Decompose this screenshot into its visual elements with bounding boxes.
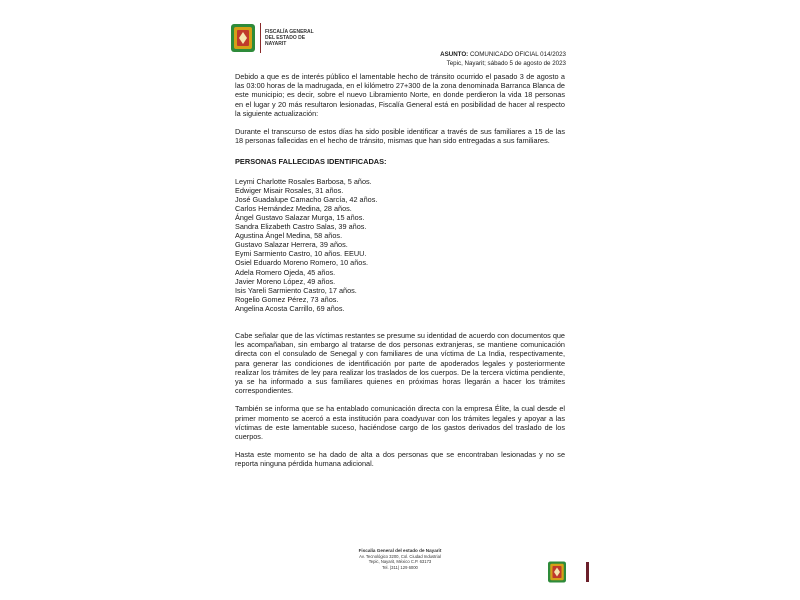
list-item: José Guadalupe Camacho García, 42 años. <box>235 194 378 204</box>
fiscalia-logo-icon <box>230 22 256 54</box>
asunto-value: COMUNICADO OFICIAL 014/2023 <box>469 51 566 58</box>
paragraph-pending-victims: Cabe señalar que de las víctimas restantes se presume su identidad de acuerdo con documentos que les acompañaban, sin embargo al tratarse de dos personas extranjeras, se mantiene comunicación directa con el consulado de Senegal y con familiares de una víctima de La India, respectivamente, para generar las condiciones de identificación por parte de apoderados legales y posteriormente realizar los trámites de ley para realizar los traslados de los cuerpos. De la tercera víctima pendiente, ya se ha informado a sus familiares quienes en próximas horas llegarán a hacer los trámites correspondientes. <box>235 331 565 396</box>
list-item: Sandra Elizabeth Castro Salas, 39 años. <box>235 222 367 232</box>
list-item: Leymi Charlotte Rosales Barbosa, 5 años. <box>235 176 372 186</box>
list-item: Carlos Hernández Medina, 28 años. <box>235 203 352 213</box>
list-item: Rogelio Gomez Pérez, 73 años. <box>235 294 339 304</box>
list-item: Eymi Sarmiento Castro, 10 años. EEUU. <box>235 249 367 259</box>
list-item: Osiel Eduardo Moreno Romero, 10 años. <box>235 258 369 268</box>
victims-list <box>235 177 565 313</box>
footer-accent-bar <box>586 562 589 582</box>
document-header <box>230 22 325 54</box>
agency-line-2: DEL ESTADO DE <box>265 35 306 41</box>
paragraph-injured: Hasta este momento se ha dado de alta a dos personas que se encontraban lesionadas y no se reporta ninguna pérdida humana adicional. <box>235 450 565 469</box>
asunto-label: ASUNTO: <box>440 51 469 58</box>
list-item: Angelina Acosta Carrillo, 69 años. <box>235 303 345 313</box>
document-meta <box>440 50 566 68</box>
list-item: Gustavo Salazar Herrera, 39 años. <box>235 240 348 250</box>
footer-address-1: Av. Tecnológico 3200, Col. Ciudad Industrial <box>359 553 441 559</box>
list-item: Adela Romero Ojeda, 45 años. <box>235 267 336 277</box>
paragraph-identification: Durante el transcurso de estos días ha sido posible identificar a través de sus familiares a 15 de las 18 personas fallecidas en el hecho de tránsito, mismas que han sido entregadas a sus familiares. <box>235 127 565 146</box>
list-item: Javier Moreno López, 49 años. <box>235 276 336 286</box>
header-divider <box>260 23 261 53</box>
section-heading: PERSONAS FALLECIDAS IDENTIFICADAS: <box>235 157 387 167</box>
list-item: Edwiger Misair Rosales, 31 años. <box>235 185 344 195</box>
list-item: Agustina Ángel Medina, 58 años. <box>235 231 343 241</box>
list-item: Ángel Gustavo Salazar Murga, 15 años. <box>235 213 365 222</box>
paragraph-intro: Debido a que es de interés público el lamentable hecho de tránsito ocurrido el pasado 3 de agosto a las 03:00 horas de la madrugada, en el kilómetro 27+300 de la zona denominada Barranca Blanca de este municipio; es decir, sobre el nuevo Libramiento Norte, en donde perdieron la vida 18 personas en el lugar y 20 más resultaron lesionadas, Fiscalía General está en posibilidad de hacer al respecto la siguiente actualización: <box>235 72 565 118</box>
footer-address-2: Tepic, Nayarit, México C.P. 63173 <box>368 559 432 565</box>
paragraph-company: También se informa que se ha entablado comunicación directa con la empresa Élite, la cual desde el primer momento se acercó a esta institución para coadyuvar con los trámites legales y apoyar a las víctimas de este lamentable suceso, haciéndose cargo de los gastos derivados del traslado de los cuerpos. <box>235 404 565 442</box>
asunto-line <box>440 50 566 59</box>
place-date: Tepic, Nayarit; sábado 5 de agosto de 2023 <box>446 60 566 67</box>
agency-name <box>265 29 325 47</box>
agency-line-1: FISCALÍA GENERAL <box>265 29 314 35</box>
document-body <box>235 72 565 478</box>
footer-phone: Tel. (311) 129 6000 <box>382 564 418 570</box>
agency-line-3: NAYARIT <box>265 41 287 47</box>
document-footer <box>340 548 460 570</box>
footer-name: Fiscalía General del estado de Nayarit <box>358 548 442 553</box>
footer-logo-icon <box>547 560 567 584</box>
list-item: Isis Yareli Sarmiento Castro, 17 años. <box>235 285 357 295</box>
